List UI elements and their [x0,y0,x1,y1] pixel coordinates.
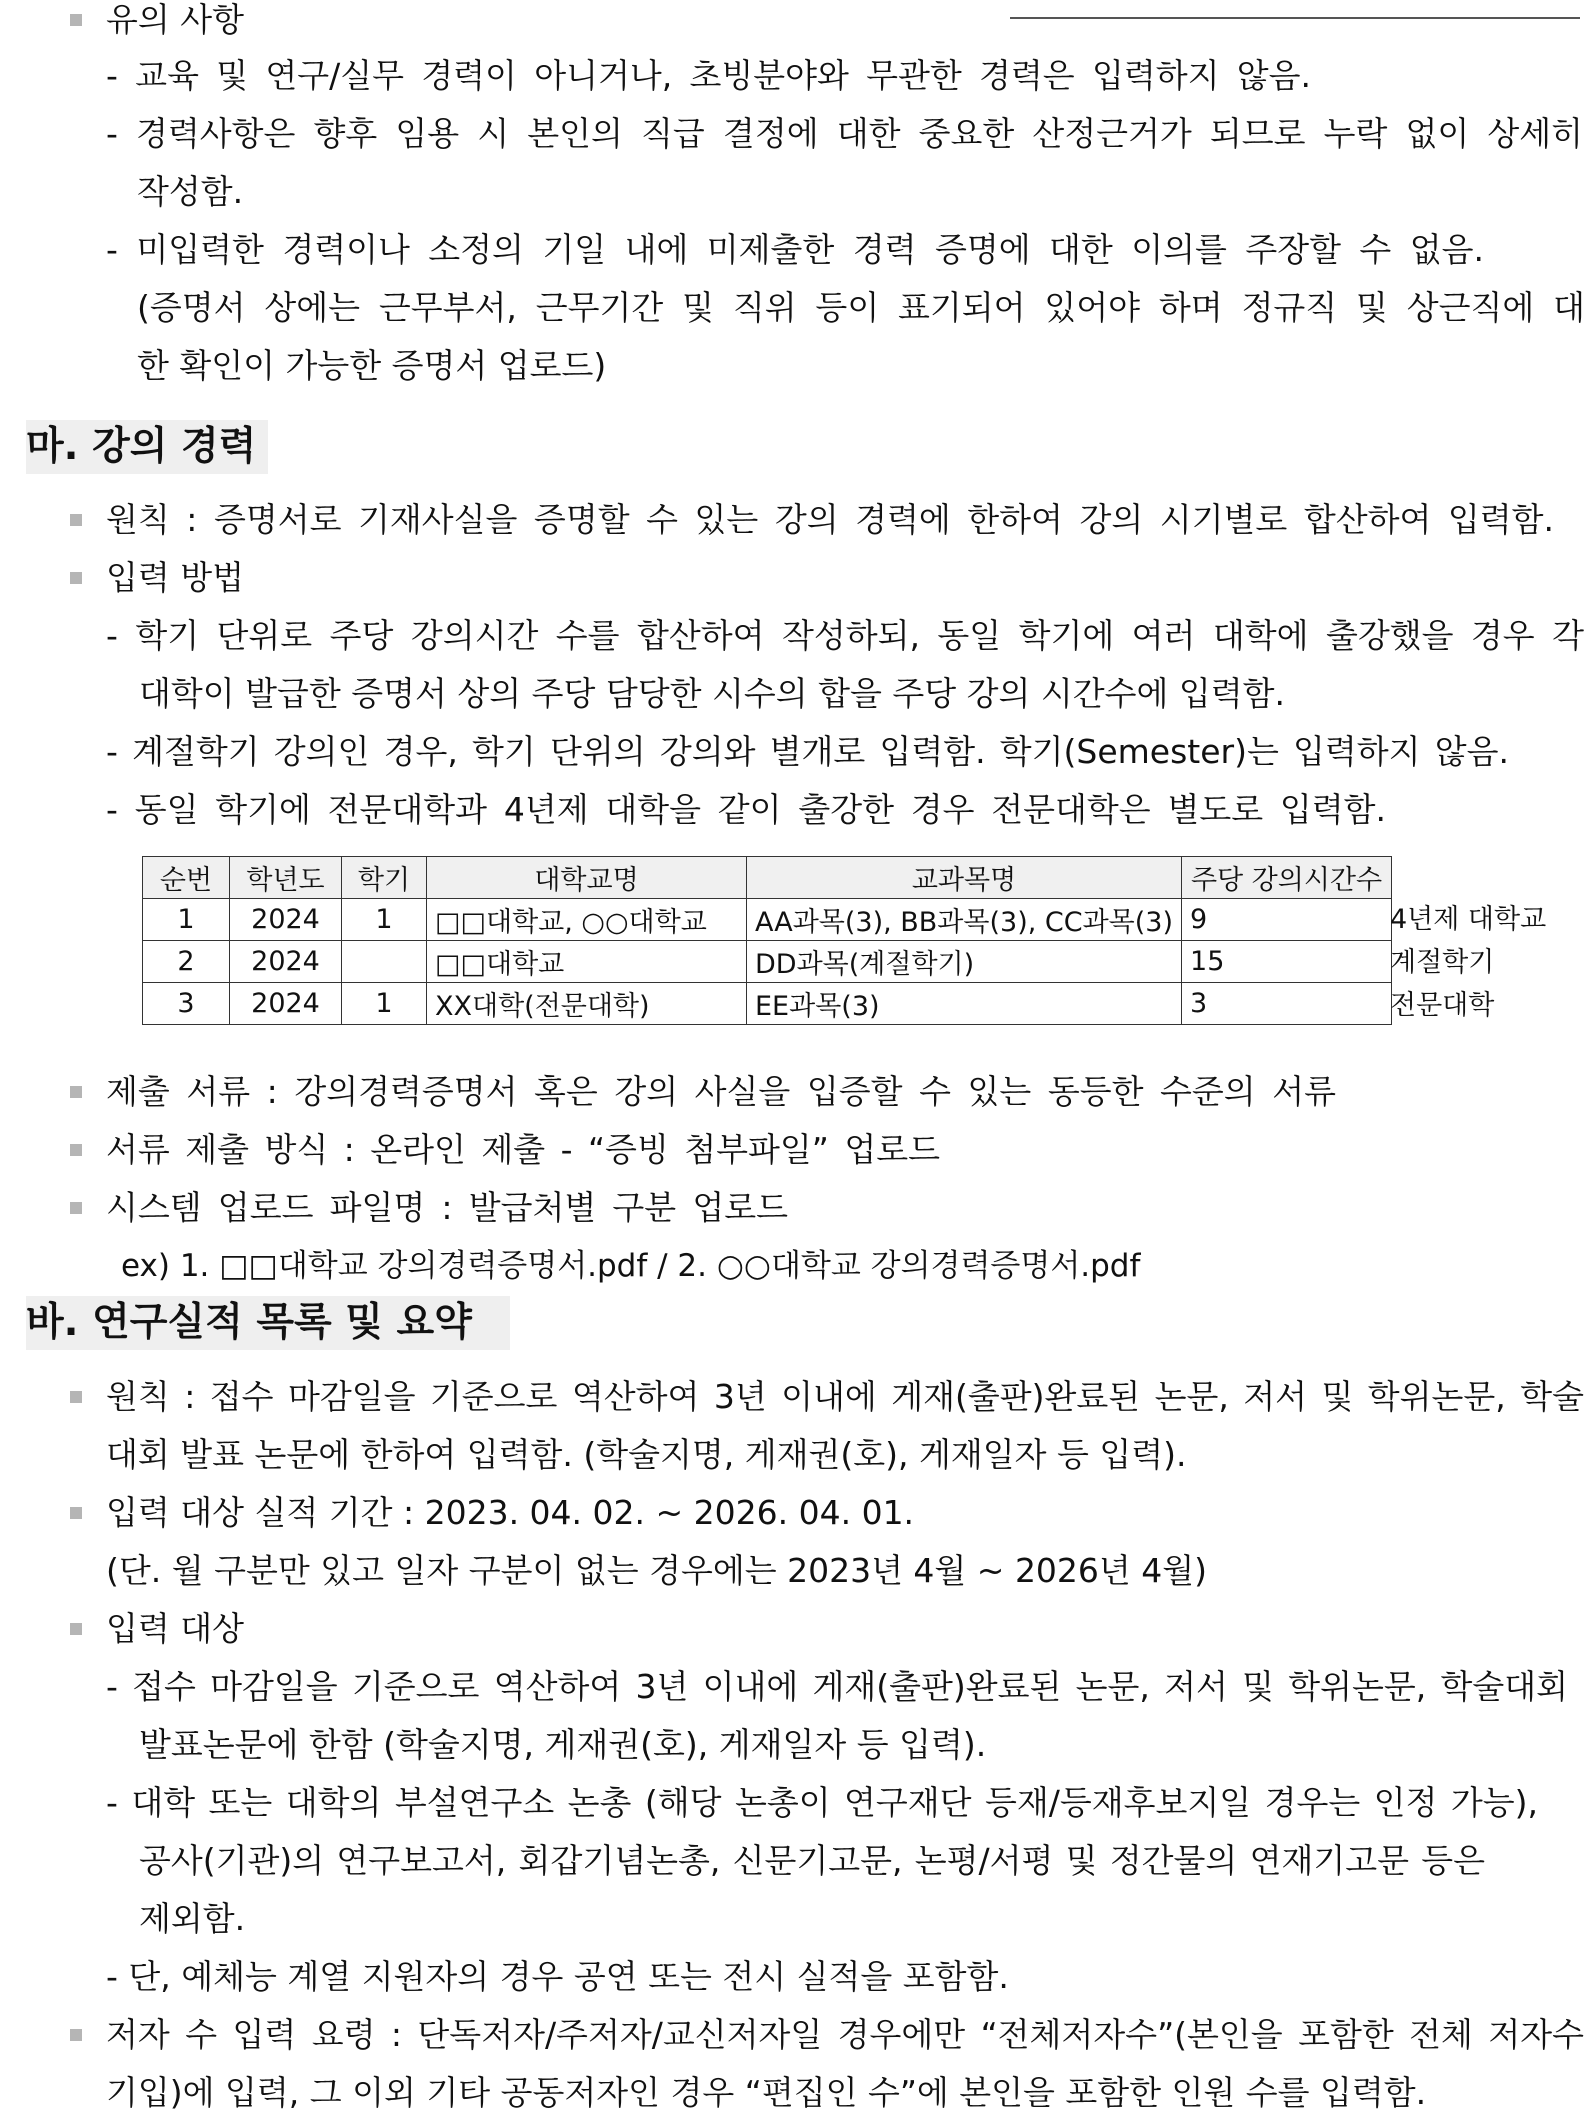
bullet-icon [70,514,82,526]
cell-hours: 15 [1182,941,1392,983]
bullet-icon [70,572,82,584]
table-row [143,941,1392,983]
submit-docs: 제출 서류 : 강의경력증명서 혹은 강의 사실을 입증할 수 있는 동등한 수준의 서류 [106,1072,1336,1111]
lecture-example-table [142,856,1392,1025]
upload-example: ex) 1. □□대학교 강의경력증명서.pdf / 2. ○○대학교 강의경력증명서.pdf [121,1248,1141,1284]
table-row-note: 4년제 대학교 [1390,904,1547,935]
method-item: 대학이 발급한 증명서 상의 주당 담당한 시수의 합을 주당 강의 시간수에 입력함. [139,674,1285,713]
cell-semester: 1 [342,983,427,1025]
research-period: (단. 월 구분만 있고 일자 구분이 없는 경우에는 2023년 4월 ~ 2026년 4월) [106,1551,1208,1590]
caution-item: (증명서 상에는 근무부서, 근무기간 및 직위 등이 표기되어 있어야 하며 정규직 및 상근직에 대 [137,288,1585,327]
lecture-principle: 원칙 : 증명서로 기재사실을 증명할 수 있는 강의 경력에 한하여 강의 시기별로 합산하여 입력함. [106,500,1554,539]
cell-year: 2024 [230,983,342,1025]
target-item: - 단, 예체능 계열 지원자의 경우 공연 또는 전시 실적을 포함함. [106,1957,1009,1996]
submit-method: 서류 제출 방식 : 온라인 제출 - “증빙 첨부파일” 업로드 [106,1130,940,1169]
bullet-icon [70,1623,82,1635]
caution-item: 한 확인이 가능한 증명서 업로드) [137,346,607,385]
section-heading-lecture: 마. 강의 경력 [26,420,268,474]
bullet-icon [70,1202,82,1214]
cell-course: EE과목(3) [747,983,1182,1025]
cell-university: XX대학(전문대학) [427,983,747,1025]
target-item: 공사(기관)의 연구보고서, 회갑기념논총, 신문기고문, 논평/서평 및 정간물의 연재기고문 등은 [139,1841,1485,1880]
table-row [143,983,1392,1025]
cell-no: 3 [143,983,230,1025]
col-header: 주당 강의시간수 [1182,857,1392,899]
bullet-icon [70,2029,82,2041]
target-item: - 대학 또는 대학의 부설연구소 논총 (해당 논총이 연구재단 등재/등재후보지일 경우는 인정 가능), [106,1783,1538,1822]
research-period: 입력 대상 실적 기간 : 2023. 04. 02. ~ 2026. 04. 01. [106,1493,915,1532]
caution-item: - 교육 및 연구/실무 경력이 아니거나, 초빙분야와 무관한 경력은 입력하지 않음. [106,56,1311,95]
upload-filename: 시스템 업로드 파일명 : 발급처별 구분 업로드 [106,1188,788,1227]
bullet-icon [70,14,82,26]
method-item: - 계절학기 강의인 경우, 학기 단위의 강의와 별개로 입력함. 학기(Semester)는 입력하지 않음. [106,732,1509,771]
bullet-icon [70,1391,82,1403]
col-header: 교과목명 [747,857,1182,899]
method-item: - 학기 단위로 주당 강의시간 수를 합산하여 작성하되, 동일 학기에 여러 대학에 출강했을 경우 각 [106,616,1584,655]
caution-item: - 경력사항은 향후 임용 시 본인의 직급 결정에 대한 중요한 산정근거가 되므로 누락 없이 상세히 [106,114,1583,153]
caution-title: 유의 사항 [106,0,245,39]
caution-item: 작성함. [137,172,244,211]
cell-no: 1 [143,899,230,941]
header-rule [1010,17,1580,19]
table-header-row [143,857,1392,899]
col-header: 학년도 [230,857,342,899]
cell-hours: 9 [1182,899,1392,941]
bullet-icon [70,1086,82,1098]
table-row [143,899,1392,941]
cell-university: □□대학교, ○○대학교 [427,899,747,941]
cell-hours: 3 [1182,983,1392,1025]
method-item: - 동일 학기에 전문대학과 4년제 대학을 같이 출강한 경우 전문대학은 별도로 입력함. [106,790,1386,829]
target-item: 발표논문에 한함 (학술지명, 게재권(호), 게재일자 등 입력). [139,1725,987,1764]
author-count-guide: 기입)에 입력, 그 이외 기타 공동저자인 경우 “편집인 수”에 본인을 포함한 인원 수를 입력함. [106,2073,1427,2112]
input-method-title: 입력 방법 [106,558,245,597]
bullet-icon [70,1507,82,1519]
cell-year: 2024 [230,899,342,941]
cell-course: DD과목(계절학기) [747,941,1182,983]
cell-semester: 1 [342,899,427,941]
section-heading-research: 바. 연구실적 목록 및 요약 [26,1296,510,1350]
table-row-note: 계절학기 [1390,947,1495,978]
cell-course: AA과목(3), BB과목(3), CC과목(3) [747,899,1182,941]
target-item: 제외함. [139,1899,246,1938]
col-header: 학기 [342,857,427,899]
col-header: 대학교명 [427,857,747,899]
research-principle: 원칙 : 접수 마감일을 기준으로 역산하여 3년 이내에 게재(출판)완료된 논문, 저서 및 학위논문, 학술 [106,1377,1584,1416]
cell-year: 2024 [230,941,342,983]
cell-university: □□대학교 [427,941,747,983]
bullet-icon [70,1144,82,1156]
caution-item: - 미입력한 경력이나 소정의 기일 내에 미제출한 경력 증명에 대한 이의를 주장할 수 없음. [106,230,1484,269]
research-target-title: 입력 대상 [106,1609,245,1648]
col-header: 순번 [143,857,230,899]
cell-no: 2 [143,941,230,983]
target-item: - 접수 마감일을 기준으로 역산하여 3년 이내에 게재(출판)완료된 논문, 저서 및 학위논문, 학술대회 [106,1667,1568,1706]
cell-semester [342,941,427,983]
table-row-note: 전문대학 [1390,990,1495,1021]
research-principle: 대회 발표 논문에 한하여 입력함. (학술지명, 게재권(호), 게재일자 등 입력). [106,1435,1187,1474]
author-count-guide: 저자 수 입력 요령 : 단독저자/주저자/교신저자일 경우에만 “전체저자수”(본인을 포함한 전체 저자수 [106,2015,1584,2054]
